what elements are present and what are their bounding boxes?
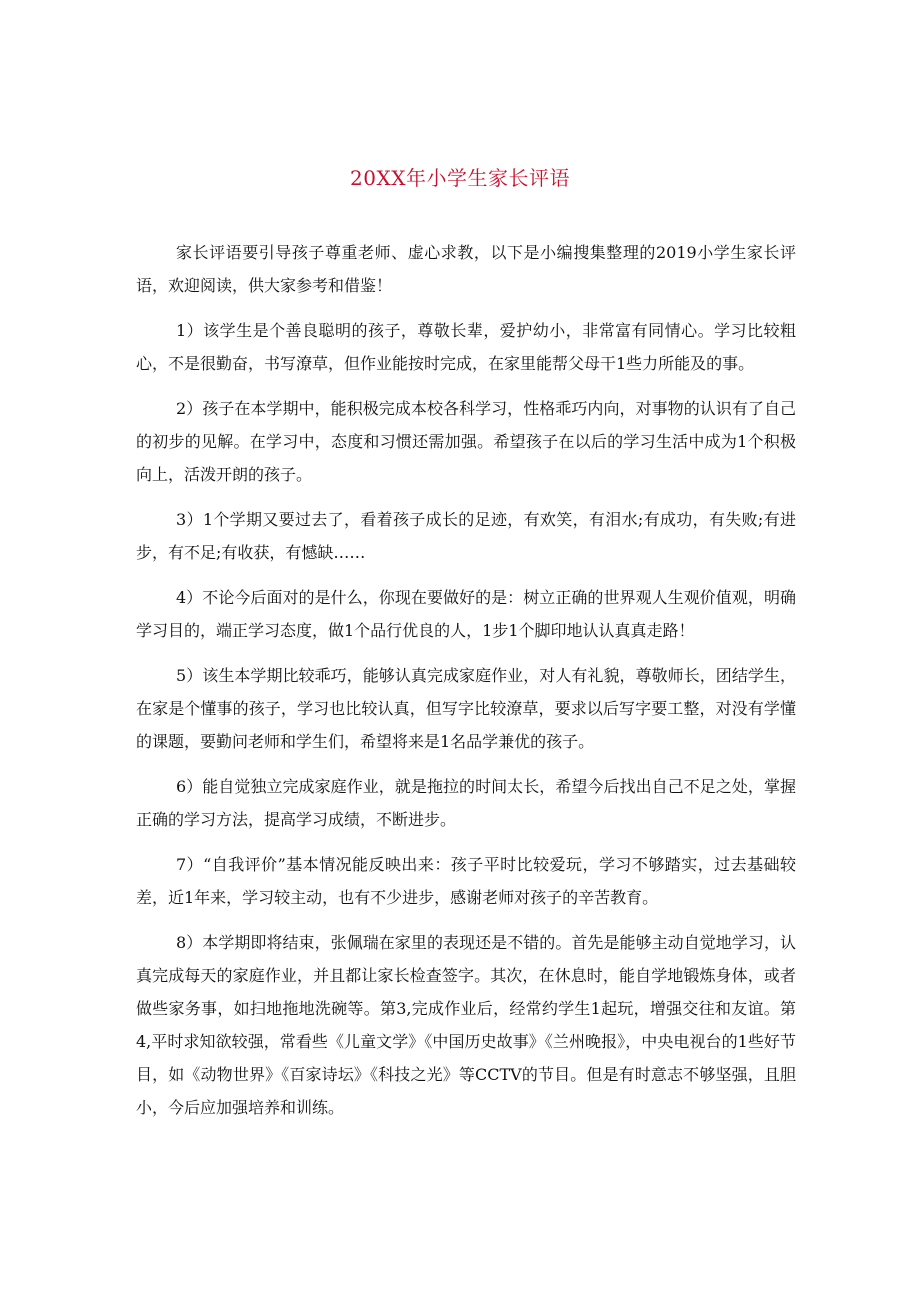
paragraph-comment-6: 6）能自觉独立完成家庭作业，就是拖拉的时间太长，希望今后找出自己不足之处，掌握正确的学习方法，提高学习成绩，不断进步。 [136,777,796,829]
paragraph-comment-5: 5）该生本学期比较乖巧，能够认真完成家庭作业，对人有礼貌，尊敬师长，团结学生，在家是个懂事的孩子，学习也比较认真，但写字比较潦草，要求以后写字要工整，对没有学懂的课题，要勤问老师和学生们，希望将来是1名品学兼优的孩子。 [136,666,796,751]
document-body [136,236,796,1136]
paragraph-comment-8: 8）本学期即将结束，张佩瑞在家里的表现还是不错的。首先是能够主动自觉地学习，认真完成每天的家庭作业，并且都让家长检查签字。其次，在休息时，能自学地锻炼身体，或者做些家务事，如扫地拖地洗碗等。第3,完成作业后，经常约学生1起玩，增强交往和友谊。第4,平时求知欲较强，常看些《儿童文学》《中国历史故事》《兰州晚报》，中央电视台的1些好节目，如《动物世界》《百家诗坛》《科技之光》等CCTV的节目。但是有时意志不够坚强，且胆小，今后应加强培养和训练。 [136,933,796,1117]
paragraph-comment-1: 1）该学生是个善良聪明的孩子，尊敬长辈，爱护幼小，非常富有同情心。学习比较粗心，不是很勤奋，书写潦草，但作业能按时完成，在家里能帮父母干1些力所能及的事。 [136,321,796,373]
paragraph-comment-7: 7）“自我评价”基本情况能反映出来：孩子平时比较爱玩，学习不够踏实，过去基础较差，近1年来，学习较主动，也有不少进步，感谢老师对孩子的辛苦教育。 [136,855,796,907]
paragraph-comment-4: 4）不论今后面对的是什么，你现在要做好的是：树立正确的世界观人生观价值观，明确学习目的，端正学习态度，做1个品行优良的人，1步1个脚印地认认真真走路！ [136,588,796,640]
paragraph-comment-2: 2）孩子在本学期中，能积极完成本校各科学习，性格乖巧内向，对事物的认识有了自己的初步的见解。在学习中，态度和习惯还需加强。希望孩子在以后的学习生活中成为1个积极向上，活泼开朗的孩子。 [136,399,796,484]
paragraph-intro: 家长评语要引导孩子尊重老师、虚心求教，以下是小编搜集整理的2019小学生家长评语，欢迎阅读，供大家参考和借鉴！ [136,243,796,295]
paragraph-comment-3: 3）1个学期又要过去了，看着孩子成长的足迹，有欢笑，有泪水;有成功，有失败;有进步，有不足;有收获，有憾缺…… [136,510,796,562]
document-title: 20XX年小学生家长评语 [350,166,570,190]
